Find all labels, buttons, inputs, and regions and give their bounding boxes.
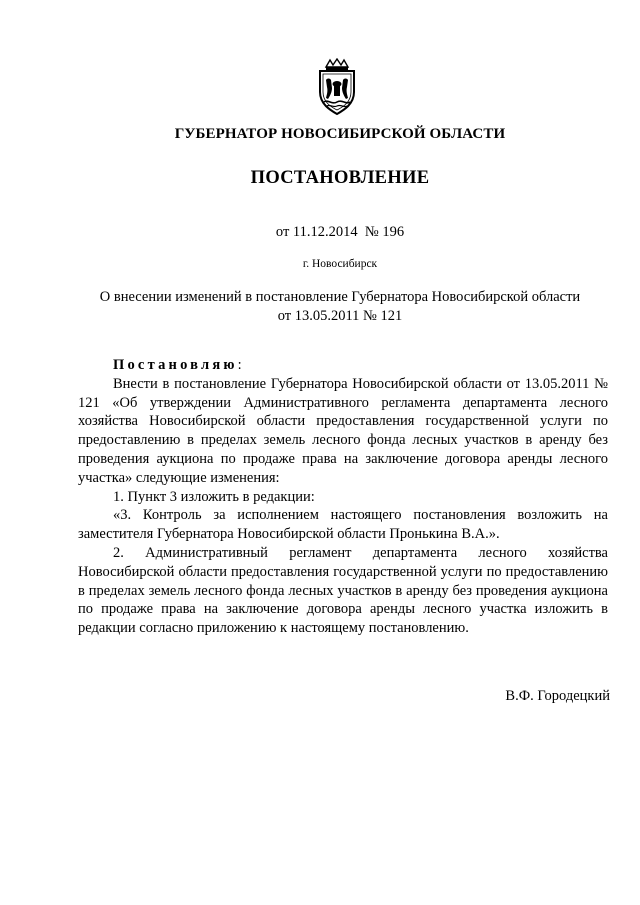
document-type: ПОСТАНОВЛЕНИЕ bbox=[250, 168, 430, 188]
decree-word: Постановляю bbox=[113, 357, 238, 373]
coat-of-arms-icon bbox=[314, 58, 360, 116]
body-paragraph: «3. Контроль за исполнением настоящего постановления возложить на заместителя Губернатора Новосибирской области Пронькина В.А.». bbox=[78, 507, 608, 543]
document-subject bbox=[70, 288, 610, 326]
signature-name: В.Ф. Городецкий bbox=[505, 688, 610, 704]
document-city: г. Новосибирск bbox=[302, 258, 378, 270]
body-paragraph: 2. Административный регламент департамента лесного хозяйства Новосибирской области предоставления государственной услуги по предоставлению в пределах земель лесного фонда лесных участков в аренду без проведения аукциона по продаже права на заключение договора аренды лесного участка изложить в редакции согласно приложению к настоящему постановлению. bbox=[78, 544, 608, 637]
decree-heading bbox=[78, 356, 608, 375]
body-paragraph: Внести в постановление Губернатора Новосибирской области от 13.05.2011 № 121 «Об утверждении Административного регламента департамента лесного хозяйства Новосибирской области предоставления государственной услуги по предоставлению в пределах земель лесного фонда лесных участков в аренду без проведения аукциона по продаже права на заключение договора аренды лесного участка» следующие изменения: bbox=[78, 375, 608, 486]
body-paragraph: 1. Пункт 3 изложить в редакции: bbox=[113, 488, 315, 505]
document-date-number: от 11.12.2014 № 196 bbox=[275, 224, 405, 240]
document-body bbox=[78, 356, 608, 638]
issuer-title: ГУБЕРНАТОР НОВОСИБИРСКОЙ ОБЛАСТИ bbox=[174, 126, 506, 142]
subject-line-1: О внесении изменений в постановление Губернатора Новосибирской области bbox=[99, 289, 581, 305]
decree-colon: : bbox=[237, 357, 242, 373]
subject-line-2: от 13.05.2011 № 121 bbox=[277, 308, 403, 324]
